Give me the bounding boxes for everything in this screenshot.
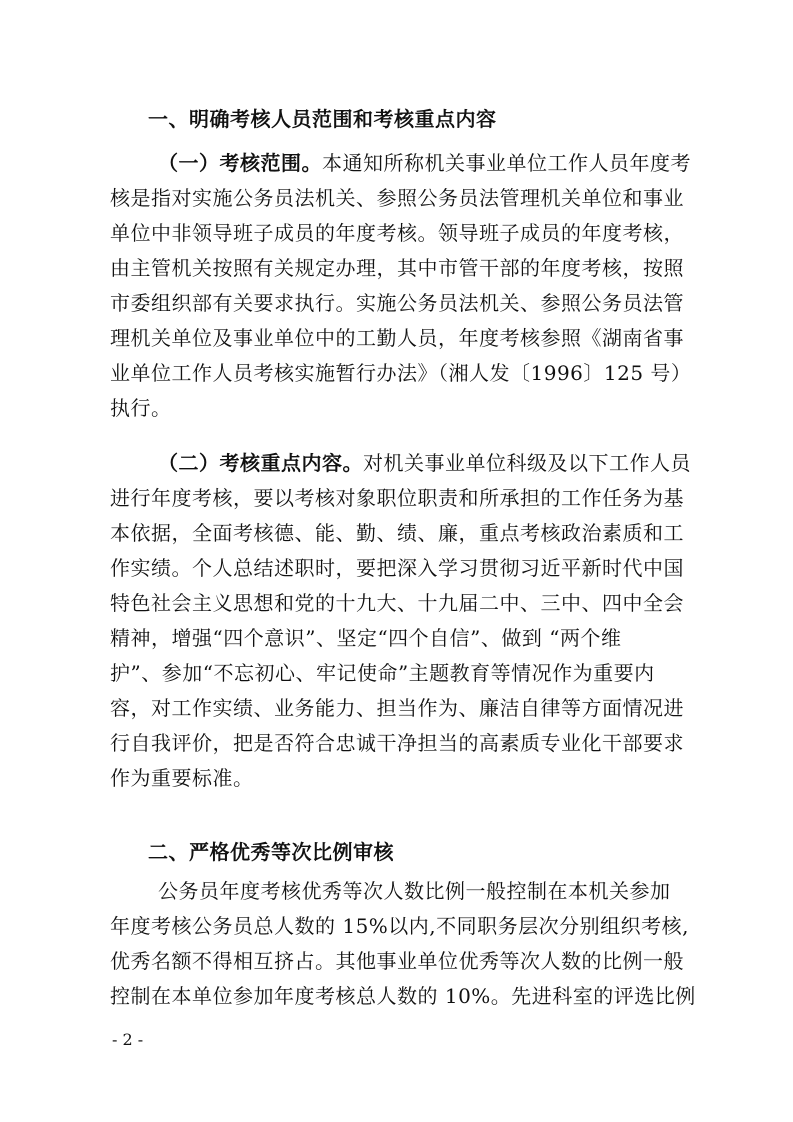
paragraph-line: 由主管机关按照有关规定办理，其中市管干部的年度考核，按照 xyxy=(110,256,684,280)
paragraph-line: 核是指对实施公务员法机关、参照公务员法管理机关单位和事业 xyxy=(110,186,684,210)
subsection-2-text: 对机关事业单位科级及以下工作人员 xyxy=(363,451,691,475)
paragraph-line: 市委组织部有关要求执行。实施公务员法机关、参照公务员法管 xyxy=(110,291,684,315)
section-1-heading: 一、明确考核人员范围和考核重点内容 xyxy=(148,107,497,131)
subsection-1-label: （一）考核范围。 xyxy=(158,151,322,175)
section-2-heading: 二、严格优秀等次比例审核 xyxy=(148,840,394,864)
paragraph-line: 作为重要标准。 xyxy=(110,766,254,790)
section-2-body xyxy=(110,874,710,1014)
subsection-1 xyxy=(110,146,710,426)
subsection-2-label: （二）考核重点内容。 xyxy=(158,451,363,475)
paragraph-line: 执行。 xyxy=(110,396,172,420)
page-number: - 2 - xyxy=(112,1030,144,1049)
paragraph-line: 单位中非领导班子成员的年度考核。领导班子成员的年度考核， xyxy=(110,221,684,245)
paragraph-line: 进行年度考核，要以考核对象职位职责和所承担的工作任务为基 xyxy=(110,486,684,510)
subsection-1-line-1 xyxy=(110,146,710,181)
subsection-2-line-1 xyxy=(110,446,710,481)
paragraph-line: 容，对工作实绩、业务能力、担当作为、廉洁自律等方面情况进 xyxy=(110,696,684,720)
paragraph-line: 特色社会主义思想和党的十九大、十九届二中、三中、四中全会 xyxy=(110,591,684,615)
paragraph-line: 护”、参加“不忘初心、牢记使命”主题教育等情况作为重要内 xyxy=(110,661,655,685)
paragraph-line: 公务员年度考核优秀等次人数比例一般控制在本机关参加 xyxy=(158,879,671,903)
paragraph-line: 理机关单位及事业单位中的工勤人员，年度考核参照《湖南省事 xyxy=(110,326,684,350)
paragraph-line: 行自我评价，把是否符合忠诚干净担当的高素质专业化干部要求 xyxy=(110,731,684,755)
paragraph-line: 年度考核公务员总人数的 15%以内,不同职务层次分别组织考核, xyxy=(110,914,690,938)
paragraph-line: 业单位工作人员考核实施暂行办法》（湘人发〔1996〕125 号） xyxy=(110,361,692,385)
paragraph-line: 优秀名额不得相互挤占。其他事业单位优秀等次人数的比例一般 xyxy=(110,949,684,973)
paragraph-line: 控制在本单位参加年度考核总人数的 10%。先进科室的评选比例 xyxy=(110,984,696,1008)
section-1 xyxy=(110,102,710,137)
paragraph-line: 本依据，全面考核德、能、勤、绩、廉，重点考核政治素质和工 xyxy=(110,521,684,545)
subsection-2 xyxy=(110,446,710,796)
paragraph-line: 作实绩。个人总结述职时，要把深入学习贯彻习近平新时代中国 xyxy=(110,556,684,580)
paragraph-line: 精神，增强“四个意识”、坚定“四个自信”、做到 “两个维 xyxy=(110,626,622,650)
section-2 xyxy=(110,835,710,870)
subsection-1-text: 本通知所称机关事业单位工作人员年度考 xyxy=(322,151,691,175)
